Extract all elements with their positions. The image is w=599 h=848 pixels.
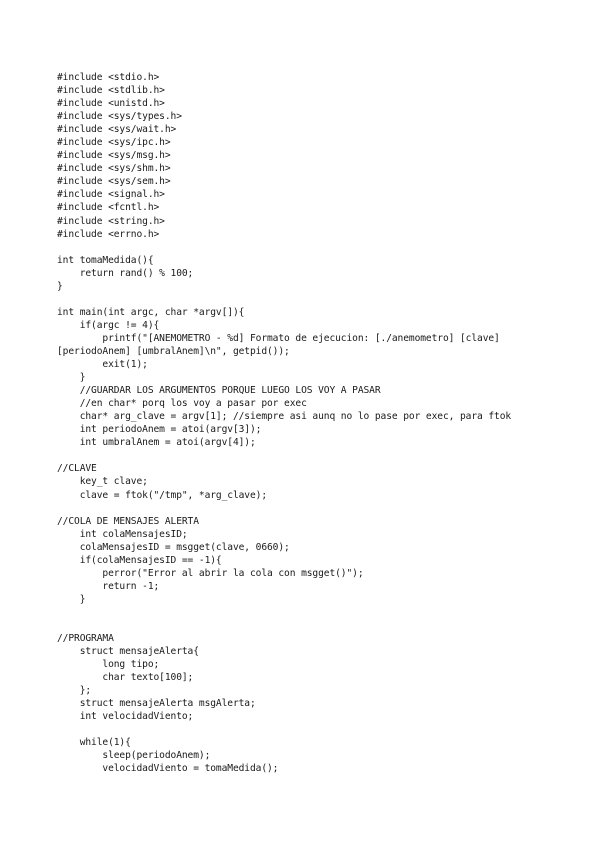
code-line: colaMensajesID = msgget(clave, 0660); <box>57 541 290 553</box>
code-line: #include <unistd.h> <box>57 98 165 110</box>
code-line: velocidadViento = tomaMedida(); <box>57 763 279 775</box>
code-line: #include <sys/shm.h> <box>57 163 171 175</box>
code-line: printf("[ANEMOMETRO - %d] Formato de ejecucion: [./anemometro] [clave] <box>57 332 500 344</box>
code-line: while(1){ <box>57 737 131 749</box>
blank-line <box>57 606 579 619</box>
code-line: long tipo; <box>57 659 160 671</box>
code-line: int periodoAnem = atoi(argv[3]); <box>57 424 262 436</box>
code-line: #include <errno.h> <box>57 228 160 240</box>
code-line: #include <sys/wait.h> <box>57 124 177 136</box>
code-line: char texto[100]; <box>57 672 194 684</box>
blank-line <box>57 241 579 254</box>
code-comment: //en char* porq los voy a pasar por exec <box>57 398 307 410</box>
code-line: struct mensajeAlerta{ <box>57 646 199 658</box>
code-line: int tomaMedida(){ <box>57 254 154 266</box>
blank-line <box>57 619 579 632</box>
code-line: return rand() % 100; <box>57 267 194 279</box>
source-code-block <box>57 71 579 776</box>
code-line: struct mensajeAlerta msgAlerta; <box>57 698 256 710</box>
code-line: } <box>57 593 86 605</box>
code-line: #include <sys/types.h> <box>57 111 182 123</box>
code-line: #include <fcntl.h> <box>57 202 160 214</box>
code-line: [periodoAnem] [umbralAnem]\n", getpid()); <box>57 345 290 357</box>
code-line: int umbralAnem = atoi(argv[4]); <box>57 437 256 449</box>
code-line: #include <signal.h> <box>57 189 165 201</box>
code-comment: //PROGRAMA <box>57 633 114 645</box>
code-line: } <box>57 372 86 384</box>
code-line: key_t clave; <box>57 476 148 488</box>
code-line: sleep(periodoAnem); <box>57 750 211 762</box>
code-line: char* arg_clave = argv[1]; //siempre asi aunq no lo pase por exec, para ftok <box>57 411 512 423</box>
code-line: } <box>57 280 63 292</box>
code-line: #include <stdlib.h> <box>57 85 165 97</box>
blank-line <box>57 723 579 736</box>
code-line: int colaMensajesID; <box>57 528 188 540</box>
blank-line <box>57 449 579 462</box>
code-line: #include <stdio.h> <box>57 72 160 83</box>
code-line: #include <sys/ipc.h> <box>57 137 171 149</box>
code-line: int velocidadViento; <box>57 711 194 723</box>
code-comment: //COLA DE MENSAJES ALERTA <box>57 515 199 527</box>
code-line: return -1; <box>57 580 160 592</box>
blank-line <box>57 502 579 515</box>
code-comment: //CLAVE <box>57 463 97 475</box>
code-line: int main(int argc, char *argv[]){ <box>57 306 245 318</box>
code-line: }; <box>57 685 92 697</box>
blank-line <box>57 293 579 306</box>
code-line: exit(1); <box>57 359 148 371</box>
code-line: if(colaMensajesID == -1){ <box>57 554 222 566</box>
code-comment: //GUARDAR LOS ARGUMENTOS PORQUE LUEGO LOS VOY A PASAR <box>57 385 381 397</box>
code-line: #include <sys/sem.h> <box>57 176 171 188</box>
code-line: #include <string.h> <box>57 215 165 227</box>
code-line: #include <sys/msg.h> <box>57 150 171 162</box>
code-line: clave = ftok("/tmp", *arg_clave); <box>57 489 268 501</box>
code-line: perror("Error al abrir la cola con msgget()"); <box>57 567 364 579</box>
code-line: if(argc != 4){ <box>57 319 160 331</box>
